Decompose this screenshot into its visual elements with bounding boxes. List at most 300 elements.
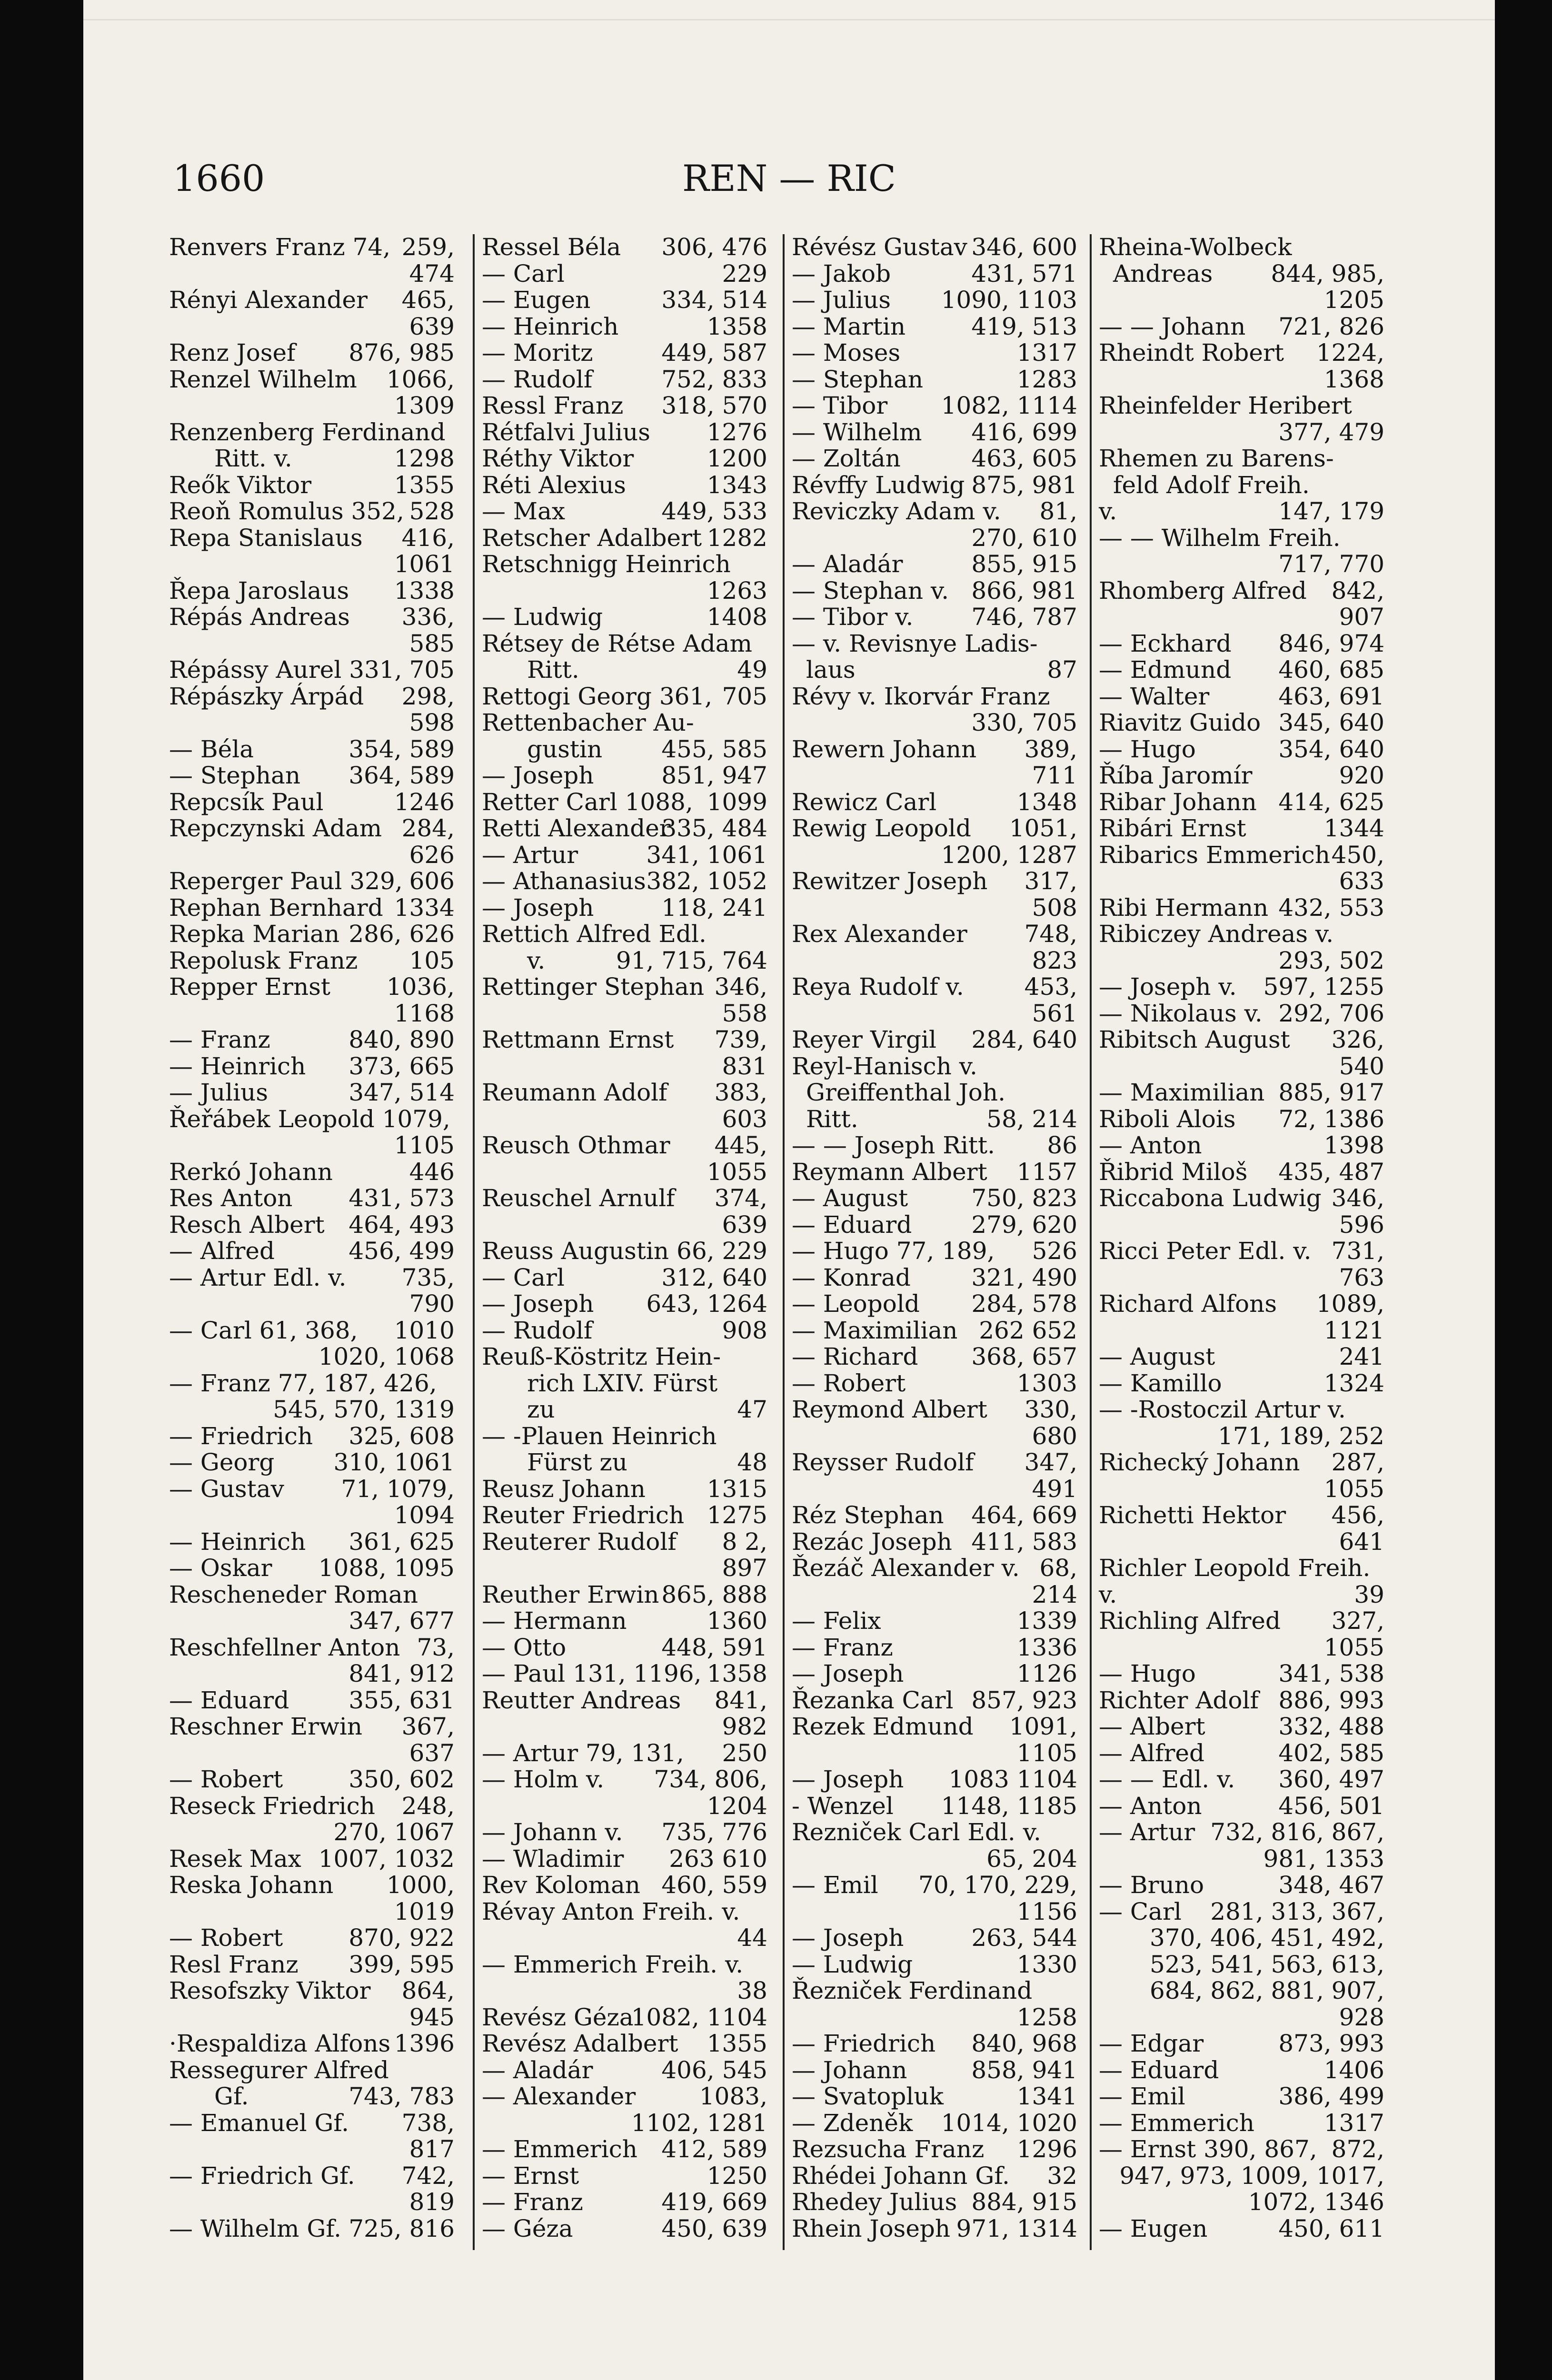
- entry-name: Reperger Paul 329,: [169, 867, 403, 895]
- entry-pages: 1334: [394, 893, 455, 922]
- entry-pages: 86: [1047, 1131, 1077, 1159]
- index-entry-line: [482, 1687, 767, 1714]
- entry-pages: 1408: [706, 603, 767, 631]
- entry-name: laus: [806, 656, 856, 684]
- entry-name: — Anton: [1099, 1131, 1202, 1159]
- index-entry-line: [1099, 446, 1384, 472]
- entry-pages: 1014, 1020: [941, 2109, 1077, 2137]
- index-entry-line: [1099, 1159, 1384, 1186]
- index-entry-line: [792, 1132, 1077, 1159]
- index-entry-line: [482, 1793, 767, 1820]
- entry-pages: 460, 685: [1278, 656, 1384, 684]
- entry-pages: 464, 493: [348, 1210, 455, 1239]
- entry-pages: 742,: [401, 2162, 455, 2190]
- entry-pages: 298,: [401, 682, 455, 710]
- entry-pages: 465,: [401, 286, 455, 314]
- entry-pages: 449, 587: [661, 339, 767, 367]
- entry-pages: 1091,: [1009, 1713, 1077, 1740]
- entry-pages: 284,: [401, 814, 455, 842]
- entry-name: Repper Ernst: [169, 973, 330, 1001]
- index-entry-line: [482, 1159, 767, 1186]
- index-entry-line: [169, 1661, 455, 1687]
- entry-name: — Julius: [169, 1079, 268, 1106]
- index-entry-line: [169, 1978, 455, 2004]
- entry-pages: 367,: [401, 1713, 455, 1740]
- index-entry-line: [169, 1819, 455, 1846]
- index-entry-line: [169, 1793, 455, 1820]
- entry-pages: 603: [722, 1105, 767, 1133]
- entry-pages: 464, 669: [971, 1501, 1077, 1529]
- index-entry-line: [169, 1423, 455, 1450]
- entry-name: — Johann v.: [482, 1818, 623, 1846]
- entry-name: Řepa Jaroslaus: [169, 576, 349, 605]
- entry-name: — Franz: [169, 1026, 270, 1053]
- entry-name: — Alexander: [482, 2082, 636, 2110]
- index-entry-line: [169, 2136, 455, 2163]
- entry-pages: 1341: [1016, 2082, 1077, 2110]
- entry-name: Reuter Friedrich: [482, 1501, 685, 1529]
- entry-pages: 118, 241: [661, 893, 767, 922]
- entry-name: — Aladár: [792, 550, 903, 578]
- entry-name: Rezsucha Franz: [792, 2135, 985, 2163]
- entry-pages: 752, 833: [661, 365, 767, 393]
- entry-pages: 851, 947: [661, 762, 767, 789]
- entry-pages: 263 610: [669, 1844, 767, 1873]
- index-entry-line: [482, 314, 767, 340]
- entry-name: — Joseph: [482, 1290, 594, 1318]
- entry-name: Reyl-Hanisch v.: [792, 1052, 977, 1080]
- entry-name: Rétfalvi Julius: [482, 418, 650, 446]
- entry-name: Rettich Alfred Edl.: [482, 920, 706, 948]
- entry-name: Reschfellner Anton: [169, 1633, 400, 1661]
- index-entry-line: [169, 1608, 455, 1635]
- entry-pages: 229: [722, 259, 767, 288]
- index-entry-line: [1099, 2110, 1384, 2137]
- index-entry-line: [482, 1265, 767, 1291]
- entry-pages: 368, 657: [971, 1343, 1077, 1370]
- entry-pages: 817: [409, 2135, 455, 2163]
- index-entry-line: [169, 1899, 455, 1925]
- index-entry-line: [169, 1529, 455, 1556]
- entry-pages: 58, 214: [986, 1105, 1077, 1133]
- index-entry-line: [792, 1212, 1077, 1239]
- entry-pages: 1204: [706, 1792, 767, 1820]
- entry-pages: 460, 559: [661, 1871, 767, 1899]
- index-entry-line: [1099, 684, 1384, 710]
- entry-name: Repcsík Paul: [169, 788, 324, 816]
- entry-pages: 293, 502: [1278, 946, 1384, 974]
- entry-pages: 739,: [714, 1026, 767, 1053]
- index-entry-line: [792, 1397, 1077, 1423]
- index-entry-line: [792, 2031, 1077, 2057]
- entry-pages: 382, 1052: [646, 867, 767, 895]
- entry-name: — Ludwig: [792, 1950, 913, 1978]
- entry-name: — -Plauen Heinrich: [482, 1422, 717, 1450]
- entry-pages: 1088, 1095: [318, 1554, 455, 1582]
- index-entry-line: [482, 1132, 767, 1159]
- entry-name: — Franz: [792, 1633, 893, 1661]
- index-entry-line: [1099, 367, 1384, 393]
- entry-name: — Robert: [792, 1369, 906, 1397]
- index-entry-line: [482, 1370, 767, 1397]
- index-entry-line: [169, 763, 455, 789]
- entry-name: — Wilhelm: [792, 418, 922, 446]
- index-entry-line: [1099, 551, 1384, 578]
- entry-pages: 1296: [1016, 2135, 1077, 2163]
- index-entry-line: [169, 2083, 455, 2110]
- index-entry-line: [1099, 1318, 1384, 1344]
- index-entry-line: [482, 2163, 767, 2190]
- entry-pages: 1200: [706, 445, 767, 472]
- entry-pages: 947, 973, 1009, 1017,: [1119, 2162, 1384, 2190]
- index-entry-line: [169, 1027, 455, 1053]
- entry-name: Répászky Árpád: [169, 682, 364, 710]
- index-entry-line: [169, 736, 455, 763]
- index-entry-line: [482, 1925, 767, 1952]
- entry-name: — Anton: [1099, 1792, 1202, 1820]
- entry-pages: 287,: [1331, 1448, 1384, 1476]
- entry-pages: 846, 974: [1278, 629, 1384, 657]
- entry-name: — Stephan: [792, 365, 924, 393]
- entry-pages: 270, 610: [971, 524, 1077, 552]
- entry-name: — Artur: [1099, 1818, 1195, 1846]
- index-entry-line: [482, 1185, 767, 1212]
- entry-pages: 292, 706: [1278, 999, 1384, 1027]
- entry-pages: 1398: [1323, 1131, 1384, 1159]
- entry-name: Ribar Johann: [1099, 788, 1257, 816]
- index-entry-line: [1099, 234, 1384, 261]
- entry-pages: 347, 514: [348, 1079, 455, 1106]
- index-entry-line: [482, 1053, 767, 1080]
- index-entry-line: [169, 1476, 455, 1503]
- entry-pages: 1309: [394, 392, 455, 419]
- entry-pages: 1317: [1323, 2109, 1384, 2137]
- index-entry-line: [1099, 2083, 1384, 2110]
- index-entry-line: [482, 1397, 767, 1423]
- entry-name: zu: [527, 1396, 555, 1423]
- entry-pages: 1200, 1287: [941, 841, 1077, 869]
- index-entry-line: [1099, 314, 1384, 340]
- entry-name: Reumann Adolf: [482, 1079, 667, 1106]
- entry-pages: 250: [722, 1739, 767, 1767]
- entry-pages: 431, 573: [348, 1184, 455, 1212]
- index-column-3: [792, 234, 1077, 2242]
- entry-pages: 680: [1032, 1422, 1077, 1450]
- index-entry-line: [169, 551, 455, 578]
- entry-name: Rettenbacher Au-: [482, 709, 694, 736]
- entry-pages: 389,: [1024, 735, 1077, 763]
- index-entry-line: [169, 842, 455, 869]
- entry-name: Repczynski Adam: [169, 814, 382, 842]
- index-entry-line: [1099, 1132, 1384, 1159]
- entry-name: — Richard: [792, 1343, 918, 1370]
- index-entry-line: [482, 1238, 767, 1265]
- entry-name: — Béla: [169, 735, 254, 763]
- entry-name: — Emil: [1099, 2082, 1185, 2110]
- entry-name: Renzel Wilhelm: [169, 365, 357, 393]
- entry-pages: 982: [722, 1713, 767, 1740]
- entry-name: — Emmerich Freih. v.: [482, 1950, 744, 1978]
- entry-pages: 876, 985: [348, 339, 455, 367]
- index-entry-line: [1099, 1053, 1384, 1080]
- entry-pages: 1051,: [1009, 814, 1077, 842]
- entry-name: — Heinrich: [482, 312, 619, 340]
- index-entry-line: [169, 1106, 455, 1133]
- index-entry-line: [1099, 1344, 1384, 1370]
- index-entry-line: [792, 657, 1077, 684]
- entry-pages: 463, 605: [971, 445, 1077, 472]
- index-entry-line: [792, 710, 1077, 736]
- entry-pages: 1368: [1323, 365, 1384, 393]
- index-entry-line: [1099, 2189, 1384, 2216]
- entry-pages: 374,: [714, 1184, 767, 1212]
- entry-pages: 841, 912: [348, 1660, 455, 1687]
- index-entry-line: [792, 551, 1077, 578]
- entry-name: — -Rostoczil Artur v.: [1099, 1396, 1346, 1423]
- entry-name: — Walter: [1099, 682, 1210, 710]
- index-entry-line: [169, 472, 455, 499]
- entry-pages: 1126: [1016, 1660, 1077, 1687]
- index-entry-line: [792, 498, 1077, 525]
- index-entry-line: [1099, 736, 1384, 763]
- index-entry-line: [169, 974, 455, 1001]
- entry-pages: 643, 1264: [646, 1290, 767, 1318]
- entry-name: — Zdeněk: [792, 2109, 913, 2137]
- entry-name: Rewicz Carl: [792, 788, 937, 816]
- entry-pages: 641: [1339, 1527, 1384, 1556]
- entry-name: — August: [1099, 1343, 1215, 1370]
- entry-pages: 453,: [1024, 973, 1077, 1001]
- entry-pages: 450, 611: [1278, 2214, 1384, 2242]
- entry-pages: 450,: [1331, 841, 1384, 869]
- index-entry-line: [792, 1291, 1077, 1318]
- index-entry-line: [482, 1582, 767, 1608]
- entry-pages: 1339: [1016, 1607, 1077, 1635]
- index-entry-line: [792, 974, 1077, 1001]
- entry-pages: 318, 570: [661, 392, 767, 419]
- entry-name: — Konrad: [792, 1263, 911, 1291]
- entry-name: — Edgar: [1099, 2030, 1204, 2057]
- entry-name: — Athanasius: [482, 867, 646, 895]
- entry-pages: 598: [409, 709, 455, 736]
- index-entry-line: [1099, 1423, 1384, 1450]
- entry-name: Rétsey de Rétse Adam: [482, 629, 753, 657]
- entry-pages: 840, 890: [348, 1026, 455, 1053]
- entry-pages: 281, 313, 367,: [1210, 1897, 1384, 1925]
- entry-name: Resch Albert: [169, 1210, 325, 1239]
- entry-pages: 355, 631: [348, 1686, 455, 1714]
- index-entry-line: [482, 472, 767, 499]
- entry-name: — Maximilian: [1099, 1079, 1265, 1106]
- entry-pages: 1020, 1068: [318, 1343, 455, 1370]
- entry-pages: 456, 501: [1278, 1792, 1384, 1820]
- entry-name: Ritt.: [806, 1105, 858, 1133]
- entry-name: Riccabona Ludwig: [1099, 1184, 1322, 1212]
- index-entry-line: [1099, 1952, 1384, 1978]
- index-entry-line: [482, 1344, 767, 1370]
- entry-name: Retscher Adalbert: [482, 524, 702, 552]
- index-column-2: [482, 234, 767, 2242]
- index-entry-line: [169, 1132, 455, 1159]
- entry-pages: 72, 1386: [1278, 1105, 1384, 1133]
- index-entry-line: [1099, 2004, 1384, 2031]
- entry-name: Řibrid Miloš: [1099, 1158, 1248, 1186]
- entry-name: — Hugo: [1099, 735, 1196, 763]
- index-entry-line: [169, 1238, 455, 1265]
- entry-pages: 38: [737, 1977, 767, 2004]
- entry-name: Rheindt Robert: [1099, 339, 1284, 367]
- entry-name: Réti Alexius: [482, 471, 626, 499]
- entry-pages: 370, 406, 451, 492,: [1150, 1924, 1384, 1952]
- entry-name: Reők Viktor: [169, 471, 312, 499]
- index-entry-line: [792, 1555, 1077, 1582]
- index-entry-line: [169, 1212, 455, 1239]
- entry-pages: 1000,: [386, 1871, 455, 1899]
- index-entry-line: [169, 921, 455, 948]
- index-entry-line: [1099, 1978, 1384, 2004]
- entry-name: — Otto: [482, 1633, 567, 1661]
- index-entry-line: [169, 419, 455, 446]
- entry-pages: 105: [409, 946, 455, 974]
- entry-pages: 446: [409, 1158, 455, 1186]
- index-entry-line: [169, 578, 455, 605]
- entry-name: Ribarics Emmerich: [1099, 841, 1330, 869]
- entry-pages: 306, 476: [661, 233, 767, 261]
- index-entry-line: [1099, 1687, 1384, 1714]
- entry-pages: 528: [409, 497, 455, 525]
- index-entry-line: [482, 684, 767, 710]
- entry-pages: 1019: [394, 1897, 455, 1925]
- entry-pages: 71, 1079,: [341, 1475, 455, 1503]
- entry-pages: 705: [722, 682, 767, 710]
- entry-name: — Rudolf: [482, 1316, 593, 1344]
- index-entry-line: [792, 1819, 1077, 1846]
- index-entry-line: [792, 763, 1077, 789]
- entry-pages: 711: [1032, 762, 1077, 789]
- index-entry-line: [482, 551, 767, 578]
- index-entry-line: [1099, 1714, 1384, 1740]
- entry-name: — Leopold: [792, 1290, 920, 1318]
- index-entry-line: [482, 234, 767, 261]
- entry-pages: 1360: [706, 1607, 767, 1635]
- entry-name: Resl Franz: [169, 1950, 298, 1978]
- entry-pages: 279, 620: [971, 1210, 1077, 1239]
- index-entry-line: [482, 1027, 767, 1053]
- entry-name: Richler Leopold Freih.: [1099, 1554, 1371, 1582]
- index-entry-line: [1099, 2216, 1384, 2242]
- index-entry-line: [1099, 815, 1384, 842]
- entry-pages: 310, 1061: [333, 1448, 455, 1476]
- entry-pages: 1282: [706, 524, 767, 552]
- entry-pages: 330, 705: [971, 709, 1077, 736]
- entry-name: Říba Jaromír: [1099, 762, 1253, 789]
- entry-name: Rewitzer Joseph: [792, 867, 988, 895]
- entry-name: gustin: [527, 735, 603, 763]
- index-entry-line: [792, 815, 1077, 842]
- index-entry-line: [1099, 763, 1384, 789]
- entry-name: Reviczky Adam v.: [792, 497, 1001, 525]
- entry-pages: 597, 1255: [1263, 973, 1384, 1001]
- index-entry-line: [482, 895, 767, 922]
- entry-name: Reuther Erwin: [482, 1580, 659, 1608]
- index-entry-line: [169, 948, 455, 974]
- entry-name: Rezniček Carl Edl. v.: [792, 1818, 1041, 1846]
- entry-pages: 361, 625: [348, 1527, 455, 1556]
- entry-name: — Joseph: [792, 1660, 904, 1687]
- entry-name: — v. Revisnye Ladis-: [792, 629, 1038, 657]
- entry-pages: 1055: [1323, 1633, 1384, 1661]
- entry-name: Ribitsch August: [1099, 1026, 1290, 1053]
- entry-name: — Eugen: [1099, 2214, 1208, 2242]
- entry-name: — Carl: [482, 259, 565, 288]
- index-entry-line: [1099, 657, 1384, 684]
- index-entry-line: [792, 1027, 1077, 1053]
- entry-pages: 364, 589: [348, 762, 455, 789]
- entry-name: Répás Andreas: [169, 603, 350, 631]
- entry-pages: 1010: [394, 1316, 455, 1344]
- entry-name: Rerkó Johann: [169, 1158, 333, 1186]
- entry-name: Reusch Othmar: [482, 1131, 670, 1159]
- entry-pages: 416, 699: [971, 418, 1077, 446]
- entry-pages: 39: [1354, 1580, 1384, 1608]
- entry-name: Ressel Béla: [482, 233, 621, 261]
- index-entry-line: [1099, 631, 1384, 657]
- index-entry-line: [1099, 1819, 1384, 1846]
- index-entry-line: [482, 631, 767, 657]
- entry-pages: 743, 783: [348, 2082, 455, 2110]
- entry-name: — Joseph: [792, 1924, 904, 1952]
- entry-pages: 1283: [1016, 365, 1077, 393]
- entry-pages: 721, 826: [1278, 312, 1384, 340]
- entry-pages: 348, 467: [1278, 1871, 1384, 1899]
- entry-name: — Géza: [482, 2214, 573, 2242]
- index-entry-line: [1099, 1846, 1384, 1873]
- entry-pages: 335, 484: [661, 814, 767, 842]
- index-entry-line: [169, 1740, 455, 1767]
- index-entry-line: [169, 1449, 455, 1476]
- index-entry-line: [169, 261, 455, 288]
- entry-name: — Eduard: [169, 1686, 289, 1714]
- index-entry-line: [482, 710, 767, 736]
- entry-pages: 241: [1339, 1343, 1384, 1370]
- index-entry-line: [169, 367, 455, 393]
- entry-name: — Albert: [1099, 1713, 1205, 1740]
- index-entry-line: [792, 1265, 1077, 1291]
- index-entry-line: [482, 1001, 767, 1027]
- entry-name: Révy v. Ikorvár Franz: [792, 682, 1050, 710]
- entry-pages: 65, 204: [986, 1844, 1077, 1873]
- index-entry-line: [482, 367, 767, 393]
- index-entry-line: [792, 1978, 1077, 2004]
- entry-name: Revész Adalbert: [482, 2030, 678, 2057]
- entry-name: — Moritz: [482, 339, 593, 367]
- index-entry-line: [169, 1555, 455, 1582]
- entry-name: Renz Josef: [169, 339, 296, 367]
- index-column-1: [169, 234, 455, 2242]
- entry-name: Reoň Romulus 352,: [169, 497, 404, 525]
- entry-pages: 336,: [401, 603, 455, 631]
- entry-pages: 449, 533: [661, 497, 767, 525]
- index-entry-line: [482, 1476, 767, 1503]
- index-entry-line: [482, 763, 767, 789]
- index-entry-line: [1099, 1238, 1384, 1265]
- entry-pages: 523, 541, 563, 613,: [1150, 1950, 1384, 1978]
- index-entry-line: [169, 604, 455, 631]
- entry-name: — Carl: [1099, 1897, 1182, 1925]
- index-entry-line: [482, 1766, 767, 1793]
- index-entry-line: [169, 868, 455, 895]
- index-entry-line: [1099, 1212, 1384, 1239]
